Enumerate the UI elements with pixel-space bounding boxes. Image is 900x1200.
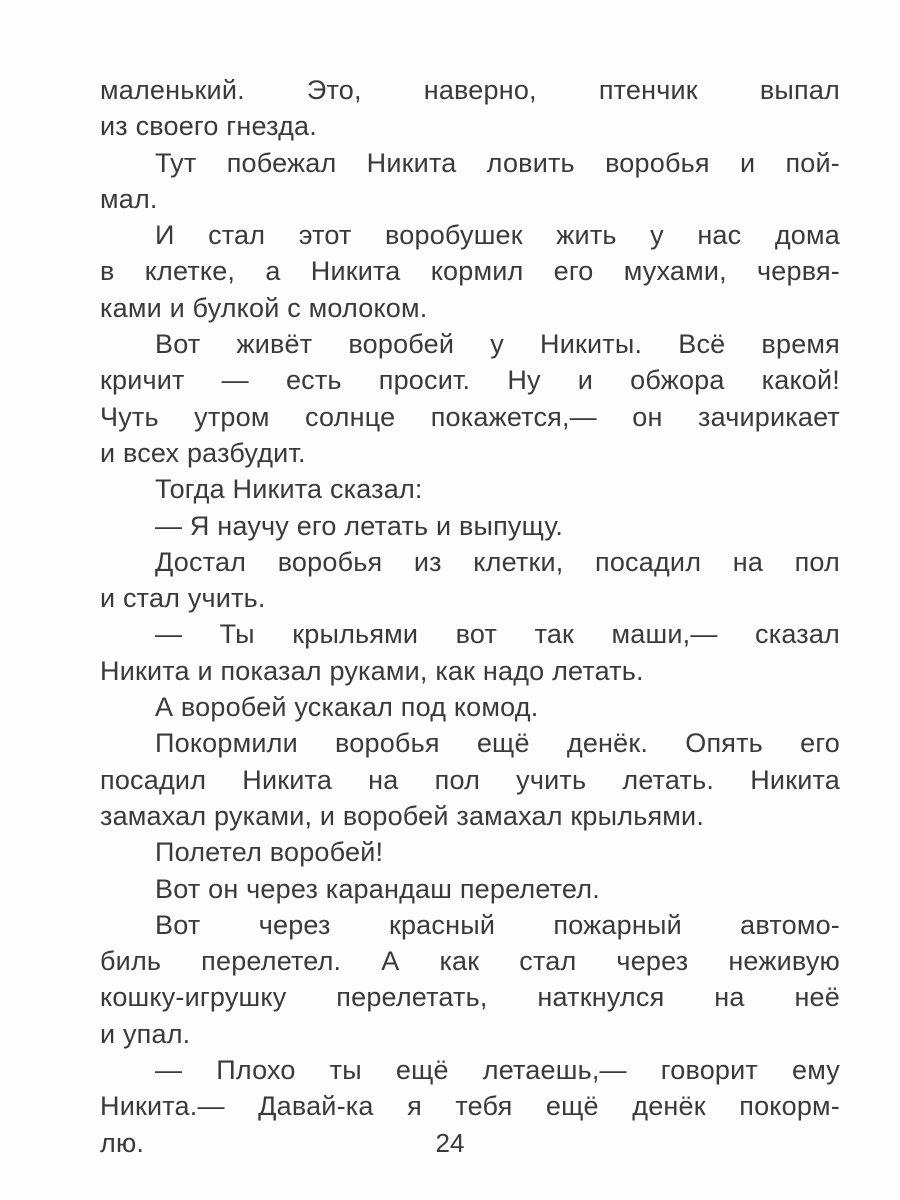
text-line: Никита.— Давай-ка я тебя ещё денёк покорм- (100, 1091, 840, 1122)
text-line: Вот живёт воробей у Никиты. Всё время (155, 329, 840, 360)
text-line: в клетке, а Никита кормил его мухами, червя- (100, 256, 840, 287)
text-line: Вот он через карандаш перелетел. (155, 873, 600, 904)
text-line: Тут побежал Никита ловить воробья и пой- (155, 147, 840, 178)
text-line: биль перелетел. А как стал через неживую (100, 946, 840, 977)
text-line: Тогда Никита сказал: (155, 474, 423, 505)
text-line: кричит — есть просит. Ну и обжора какой! (100, 365, 840, 396)
text-line: Покормили воробья ещё денёк. Опять его (155, 728, 840, 759)
page-text (100, 72, 840, 1161)
text-line: и всех разбудит. (100, 437, 306, 468)
text-line: замахал руками, и воробей замахал крыльями. (100, 800, 705, 831)
text-line: и стал учить. (100, 583, 266, 614)
text-line: Чуть утром солнце покажется,— он зачирикает (100, 401, 840, 432)
text-line: — Я научу его летать и выпущу. (155, 510, 564, 541)
text-line: Достал воробья из клетки, посадил на пол (155, 546, 840, 577)
text-line: посадил Никита на пол учить летать. Никита (100, 764, 840, 795)
text-line: Полетел воробей! (155, 837, 384, 868)
text-line: лю. (100, 1127, 145, 1158)
text-line: маленький. Это, наверно, птенчик выпал (100, 75, 840, 105)
text-line: А воробей ускакал под комод. (155, 692, 539, 723)
text-line: мал. (100, 183, 158, 214)
text-line: И стал этот воробушек жить у нас дома (155, 220, 840, 251)
text-line: и упал. (100, 1018, 191, 1049)
text-line: Вот через красный пожарный автомо- (155, 909, 840, 940)
page-number: 24 (435, 1128, 465, 1158)
text-line: ками и булкой с молоком. (100, 292, 428, 323)
text-line: кошку-игрушку перелетать, наткнулся на неё (100, 982, 840, 1013)
text-line: из своего гнезда. (100, 111, 317, 142)
text-line: — Плохо ты ещё летаешь,— говорит ему (155, 1055, 840, 1086)
text-line: — Ты крыльями вот так маши,— сказал (155, 619, 840, 650)
text-line: Никита и показал руками, как надо летать. (100, 655, 644, 686)
